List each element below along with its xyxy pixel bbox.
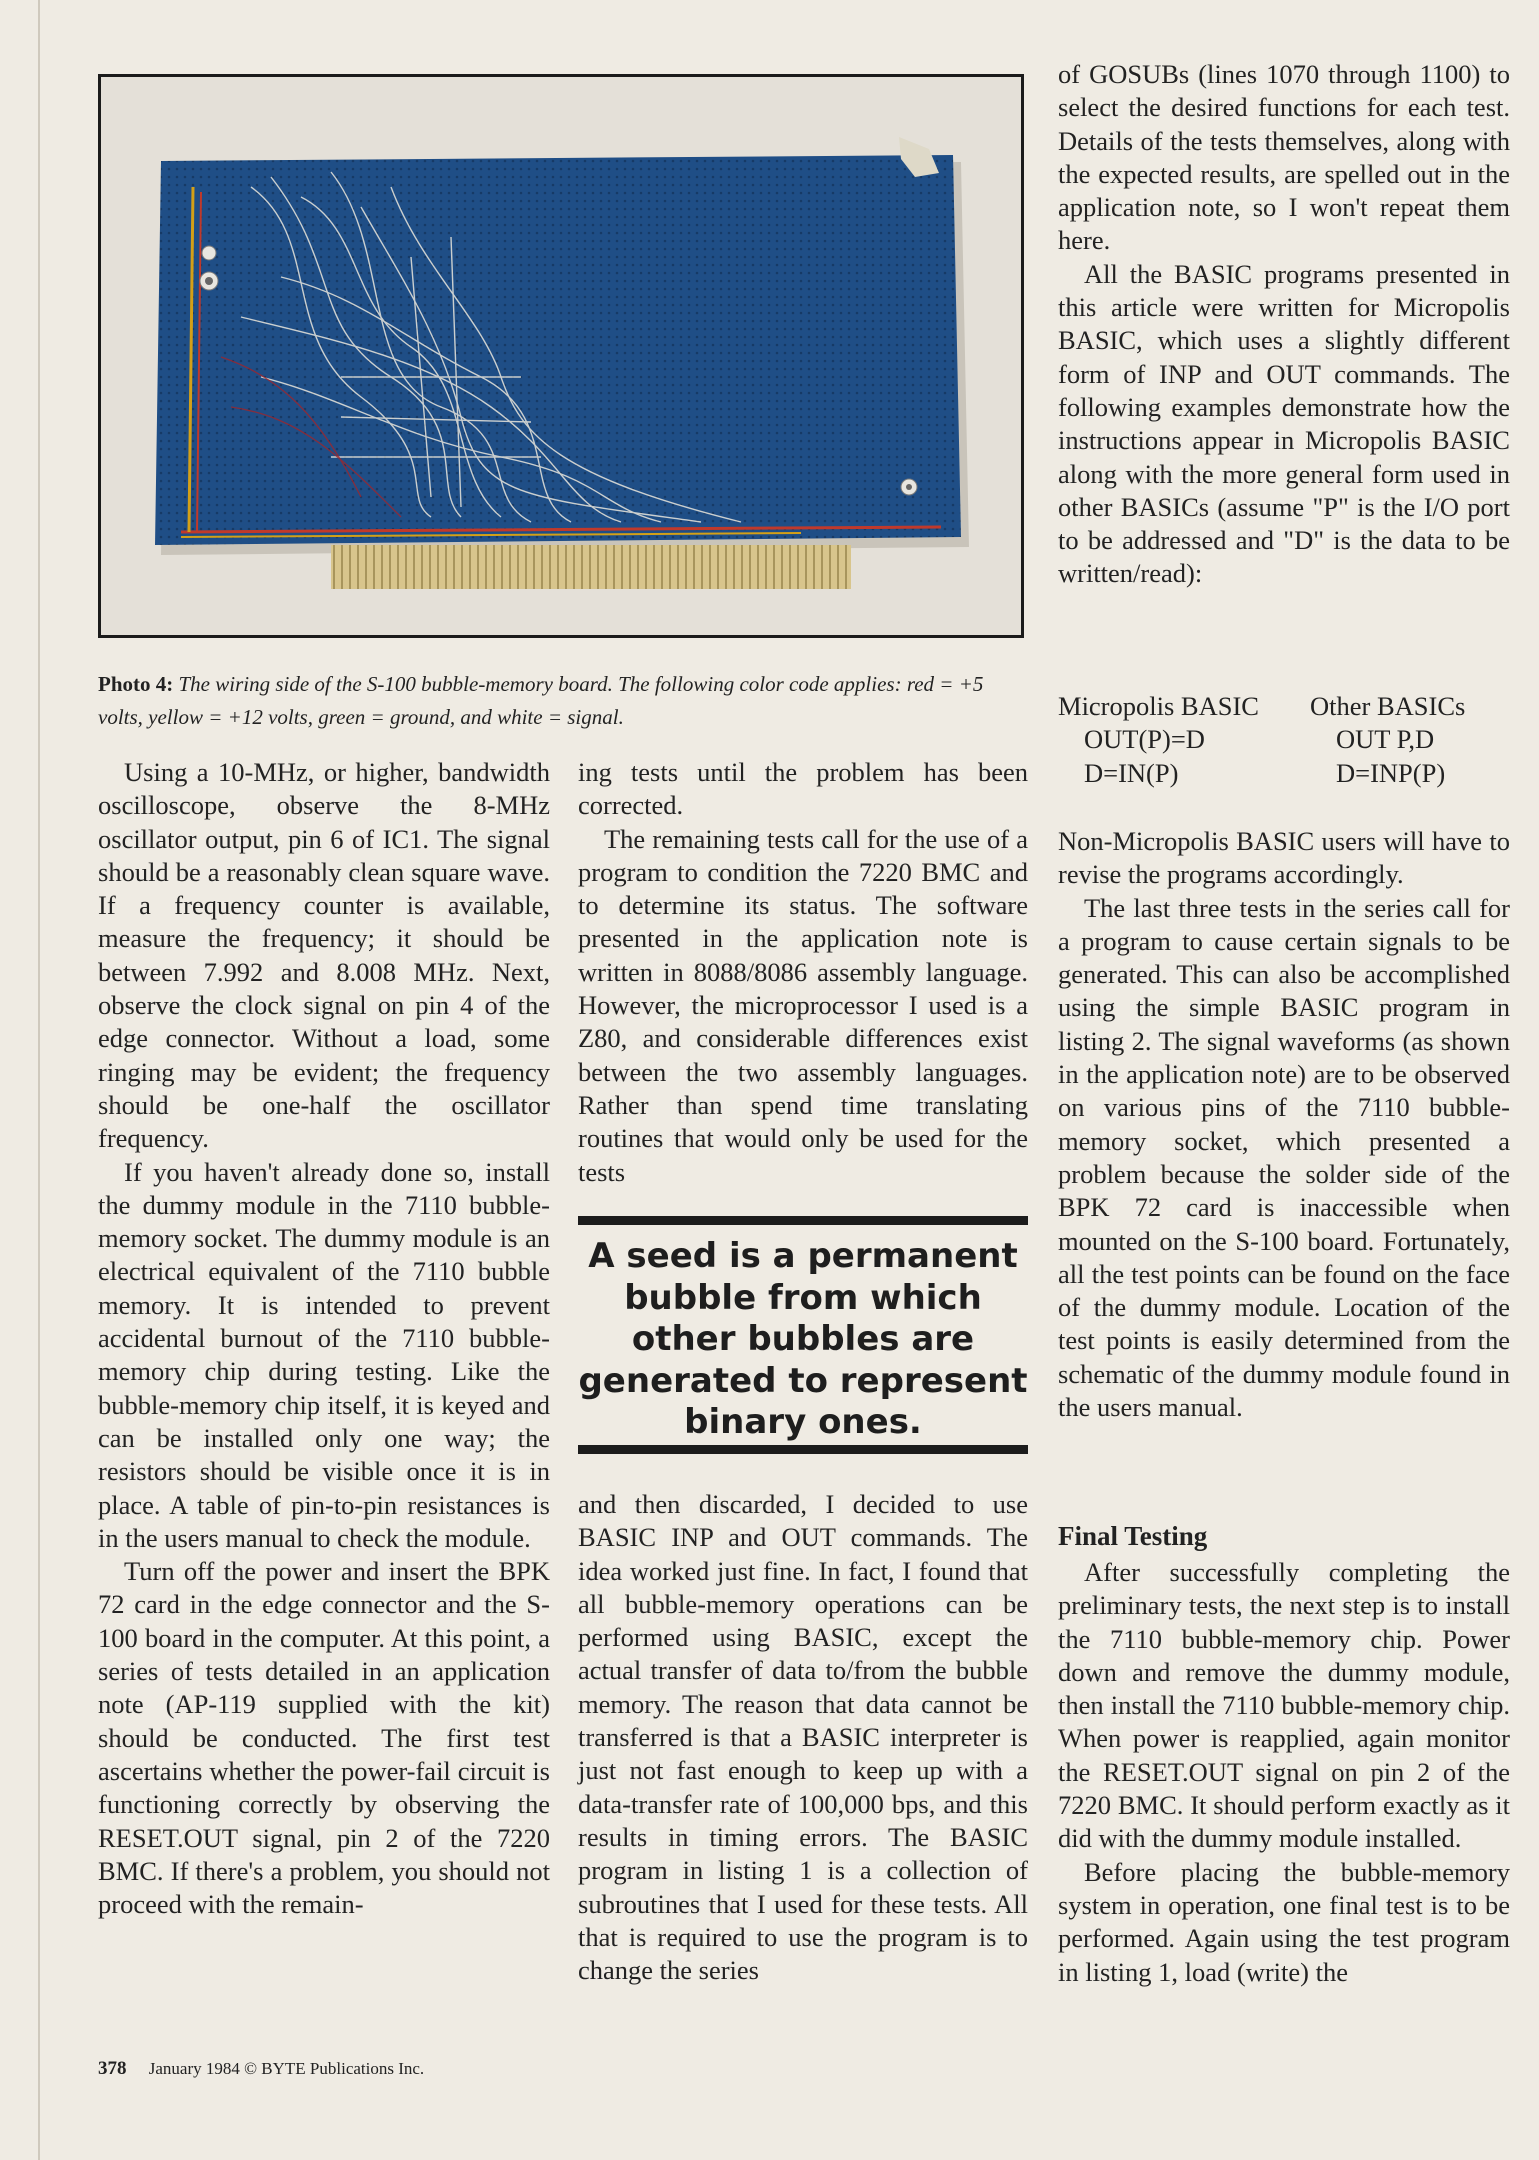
- caption-text: The wiring side of the S-100 bubble-memory board. The following color code applies: red = +5 volts, yellow = +12 volts, green = ground, and white = signal.: [98, 672, 984, 729]
- pull-quote-text: A seed is a permanent bubble from which other bubbles are generated to represent binary ones.: [578, 1236, 1028, 1442]
- column-3-bottom: [1058, 1556, 1510, 1989]
- page-edge: [38, 0, 40, 2160]
- caption-label: Photo 4:: [98, 672, 174, 696]
- basic-comparison-table: [1058, 690, 1510, 790]
- photo-caption: [98, 668, 1028, 734]
- pull-quote-top-rule: [578, 1216, 1028, 1225]
- table-header-row: [1058, 690, 1510, 723]
- paragraph: Before placing the bubble-memory system in operation, one final test is to be performed. Again using the test program in listing 1, load (write) the: [1058, 1856, 1510, 1987]
- page-number: 378: [98, 2058, 127, 2079]
- paragraph: of GOSUBs (lines 1070 through 1100) to select the desired functions for each test. Details of the tests themselves, along with the expected results, are spelled out in the application note, so I won't repeat them here.: [1058, 59, 1510, 256]
- table-row: [1058, 723, 1510, 756]
- photo-4-circuit-board: [98, 74, 1024, 638]
- paragraph: After successfully completing the preliminary tests, the next step is to install the 7110 bubble-memory chip. Power down and remove the dummy module, then install the 7110 bubble-memory chip. When power is reapplied, again monitor the RESET.OUT signal on pin 2 of the 7220 BMC. It should perform exactly as it did with the dummy module installed.: [1058, 1557, 1510, 1854]
- page-footer: [98, 2058, 698, 2080]
- circuit-board-illustration: [101, 77, 1021, 635]
- paragraph: All the BASIC programs presented in this article were written for Micropolis BASIC, which uses a slightly different form of INP and OUT commands. The following examples demonstrate how the instructions appear in Micropolis BASIC along with the more general form used in other BASICs (assume "P" is the I/O port to be addressed and "D" is the data to be written/read):: [1058, 258, 1510, 589]
- paragraph: Non-Micropolis BASIC users will have to revise the programs accordingly.: [1058, 826, 1510, 890]
- table-header: Other BASICs: [1310, 691, 1466, 721]
- column-2-bottom: [578, 1488, 1028, 1987]
- column-1: [98, 756, 550, 1921]
- column-3-top: [1058, 58, 1510, 591]
- table-header: Micropolis BASIC: [1058, 691, 1259, 721]
- paragraph: Using a 10-MHz, or higher, bandwidth oscilloscope, observe the 8-MHz oscillator output, pin 6 of IC1. The signal should be a reasonably clean square wave. If a frequency counter is available, measure the frequency; it should be between 7.992 and 8.008 MHz. Next, observe the clock signal on pin 4 of the edge connector. Without a load, some ringing may be evident; the frequency should be one-half the oscillator frequency.: [98, 757, 550, 1154]
- footer-text: January 1984 © BYTE Publications Inc.: [148, 2059, 425, 2078]
- column-3-middle: [1058, 825, 1510, 1424]
- table-row: [1058, 757, 1510, 790]
- paragraph: The last three tests in the series call for a program to cause certain signals to be generated. This can also be accomplished using the simple BASIC program in listing 2. The signal waveforms (as shown in the application note) are to be observed on various pins of the 7110 bubble-memory socket, which presented a problem because the solder side of the BPK 72 card is inaccessible when mounted on the S-100 board. Fortunately, all the test points can be found on the face of the dummy module. Location of the test points is easily determined from the schematic of the dummy module found in the users manual.: [1058, 892, 1510, 1423]
- table-cell: D=IN(P): [1084, 757, 1179, 788]
- section-heading: Final Testing: [1058, 1521, 1208, 1551]
- paragraph: and then discarded, I decided to use BASIC INP and OUT commands. The idea worked just fine. In fact, I found that all bubble-memory operations can be performed using BASIC, except the actual transfer of data to/from the bubble memory. The reason that data cannot be transferred is that a BASIC interpreter is just not fast enough to keep up with a data-transfer rate of 100,000 bps, and this results in timing errors. The BASIC program in listing 1 is a collection of subroutines that I used for these tests. All that is required to use the program is to change the series: [578, 1489, 1028, 1986]
- paragraph: The remaining tests call for the use of a program to condition the 7220 BMC and to determine its status. The software presented in the application note is written in 8088/8086 assembly language. However, the microprocessor I used is a Z80, and considerable differences exist between the two assembly languages. Rather than spend time translating routines that would only be used for the tests: [578, 823, 1028, 1187]
- paragraph: Turn off the power and insert the BPK 72 card in the edge connector and the S-100 board in the computer. At this point, a series of tests detailed in an application note (AP-119 supplied with the kit) should be conducted. The first test ascertains whether the power-fail circuit is functioning correctly by observing the RESET.OUT signal, pin 2 of the 7220 BMC. If there's a problem, you should not proceed with the remain-: [98, 1556, 550, 1920]
- paragraph: ing tests until the problem has been corrected.: [578, 757, 1028, 821]
- table-cell: OUT(P)=D: [1084, 724, 1205, 755]
- table-cell: OUT P,D: [1336, 724, 1435, 755]
- column-2-top: [578, 756, 1028, 1189]
- table-cell: D=INP(P): [1336, 757, 1446, 788]
- paragraph: If you haven't already done so, install the dummy module in the 7110 bubble-memory socket. The dummy module is an electrical equivalent of the 7110 bubble memory. It is intended to prevent accidental burnout of the 7110 bubble-memory chip during testing. Like the bubble-memory chip itself, it is keyed and can be installed only one way; the resistors should be visible once it is in place. A table of pin-to-pin resistances is in the users manual to check the module.: [98, 1156, 550, 1553]
- pull-quote: [578, 1216, 1028, 1464]
- pull-quote-bottom-rule: [578, 1445, 1028, 1454]
